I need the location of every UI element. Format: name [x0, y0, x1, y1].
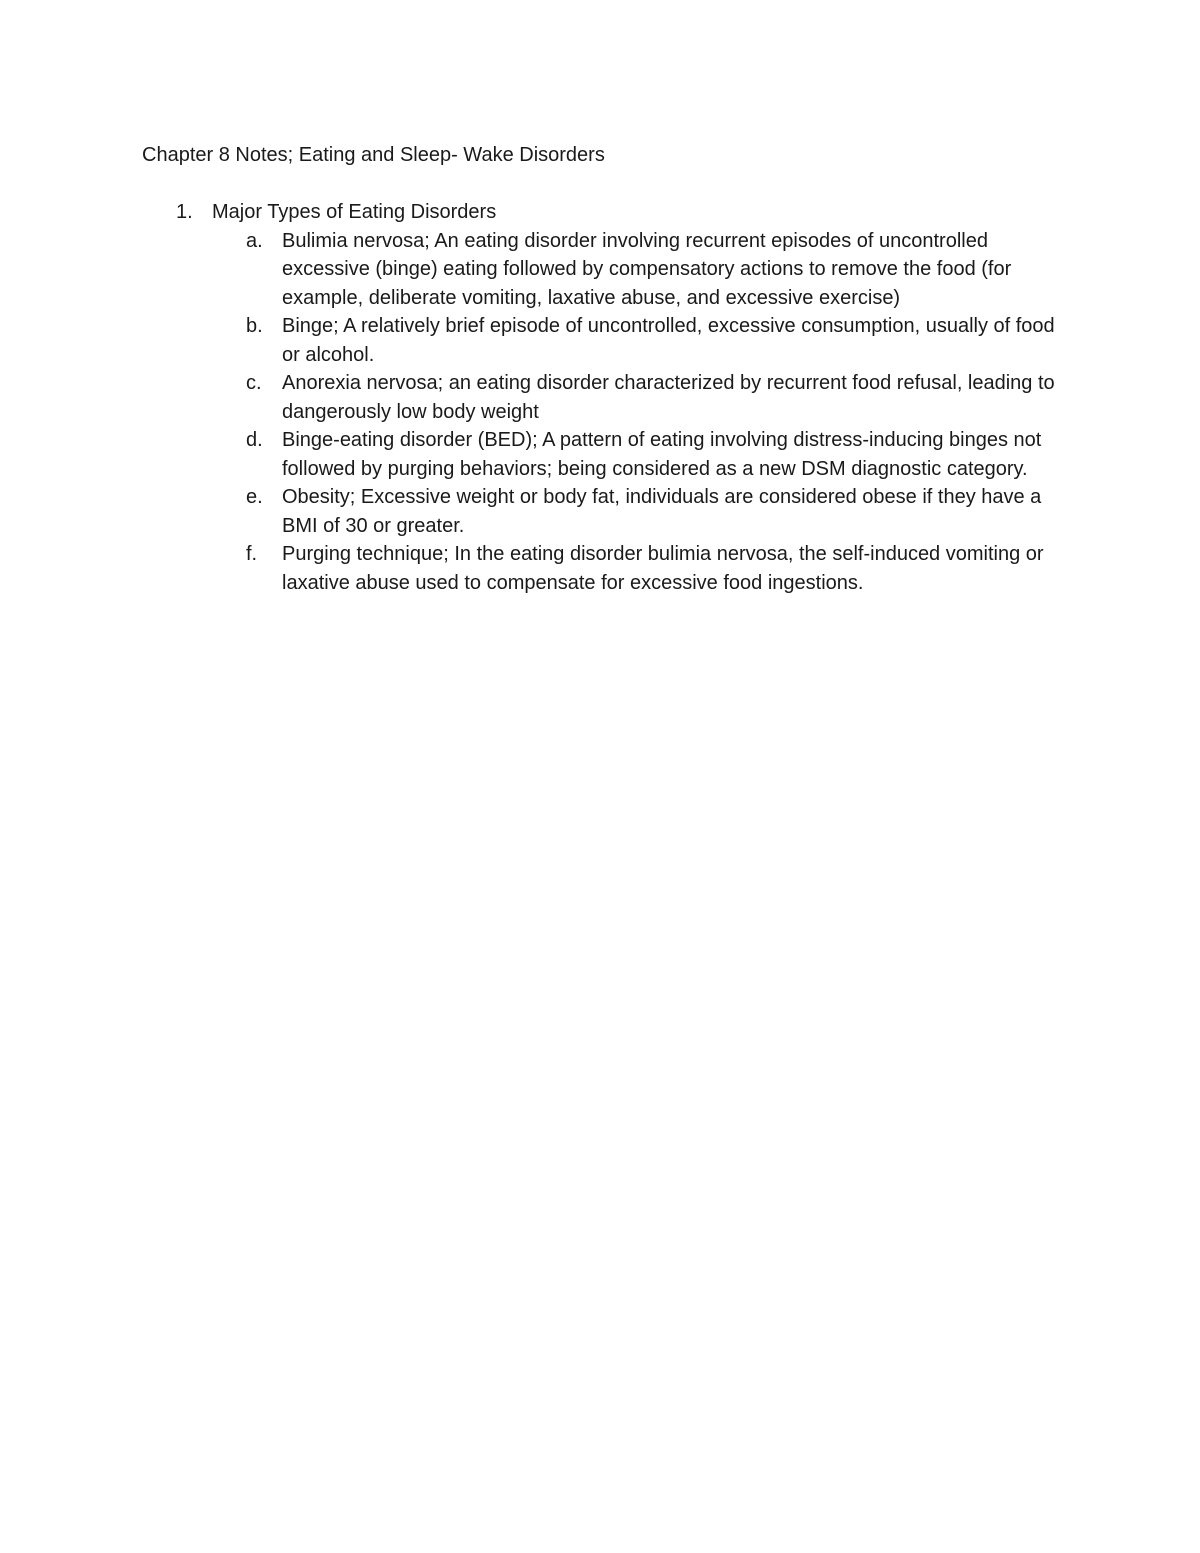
- definition-text: Anorexia nervosa; an eating disorder characterized by recurrent food refusal, leading to dangerously low body weight: [282, 372, 1055, 423]
- section-number: 1.: [176, 201, 193, 223]
- definition-text: Binge-eating disorder (BED); A pattern of eating involving distress-inducing binges not followed by purging behaviors; being considered as a new DSM diagnostic category.: [282, 429, 1042, 480]
- definition-text: Bulimia nervosa; An eating disorder involving recurrent episodes of uncontrolled excessive (binge) eating followed by compensatory actions to remove the food (for example, deliberate vomiting, laxative abuse, and excessive exercise): [282, 229, 1012, 309]
- section-item: [142, 198, 1062, 597]
- item-letter: a.: [246, 229, 263, 252]
- item-letter: c.: [246, 372, 262, 394]
- definition-text: Obesity; Excessive weight or body fat, individuals are considered obese if they have a BMI of 30 or greater.: [282, 486, 1042, 537]
- section-heading: Major Types of Eating Disorders: [212, 201, 497, 223]
- definition-item-purging-technique: [212, 540, 1062, 597]
- item-letter: e.: [246, 486, 263, 508]
- definition-text: Binge; A relatively brief episode of uncontrolled, excessive consumption, usually of food or alcohol.: [282, 315, 1055, 366]
- item-letter: b.: [246, 315, 263, 337]
- definition-item-binge-eating-disorder: [212, 426, 1062, 483]
- definition-list: [212, 227, 1062, 598]
- definition-item-bulimia-nervosa: [212, 227, 1062, 313]
- document-title: Chapter 8 Notes; Eating and Sleep- Wake Disorders: [142, 144, 605, 166]
- definition-item-obesity: [212, 483, 1062, 540]
- definition-item-anorexia-nervosa: [212, 369, 1062, 426]
- definition-item-binge: [212, 312, 1062, 369]
- item-letter: d.: [246, 429, 263, 451]
- definition-text: Purging technique; In the eating disorder bulimia nervosa, the self-induced vomiting or laxative abuse used to compensate for excessive food ingestions.: [282, 543, 1044, 594]
- section-list: [142, 198, 1062, 597]
- item-letter: f.: [246, 543, 258, 565]
